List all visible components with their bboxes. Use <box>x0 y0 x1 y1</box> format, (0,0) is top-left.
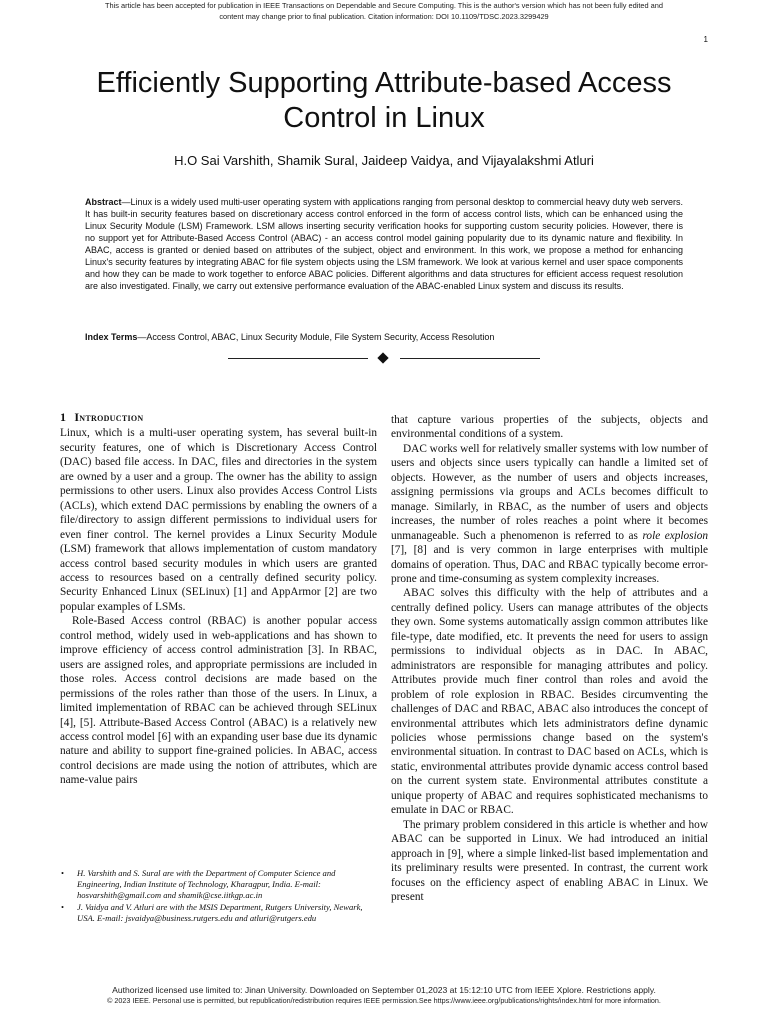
abstract-text: —Linux is a widely used multi-user operating system with applications ranging from personal desktop to commercial heavy duty web servers. It has built-in security features based on discretionary access control enforced in the form of access control lists, which can be enhanced using the Linux Security Module (LSM) Framework. LSM allows inserting security verification hooks for supporting custom security policies. However, there is no support yet for Attribute-Based Access Control (ABAC) - an access control model gaining popularity due to its dynamic nature and flexibility. In ABAC, access is granted or denied based on attributes of the subject, object and environment. In this work, we propose a method for enhancing Linux's security features by integrating ABAC for file system objects using the LSM framework. We look at various kernel and user space components and how they can be made to work together to enforce ABAC policies. Different algorithms and data structures for efficient access request resolution are also investigated. Finally, we carry out extensive performance evaluation of the ABAC-enabled Linux system and discuss its results. <box>85 197 683 291</box>
section-heading <box>60 410 377 424</box>
footnote-2-text: J. Vaidya and V. Atluri are with the MSIS Department, Rutgers University, Newark, USA. E-mail: jsvaidya@business.rutgers.edu and atluri@rutgers.edu <box>77 902 363 923</box>
author-list: H.O Sai Varshith, Shamik Sural, Jaideep Vaidya, and Vijayalakshmi Atluri <box>174 153 594 168</box>
left-column <box>60 410 377 788</box>
intro-paragraph-6: The primary problem considered in this article is whether and how ABAC can be supported in Linux. We had introduced an initial approach in [9], where a simple linked-list based implementation and its preliminary results were presented. In contrast, the current work focuses on the efficiency aspect of enabling ABAC in Linux. We present <box>391 818 708 903</box>
footnote-1-text: H. Varshith and S. Sural are with the Department of Computer Science and Engineering, Indian Institute of Technology, Kharagpur, India. E-mail: hosvarshith@gmail.com and shamik@cse.iitkgp.ac.in <box>77 868 336 900</box>
section-number: 1 <box>60 410 67 424</box>
intro-paragraph-3: that capture various properties of the subjects, objects and environmental conditions of a system. <box>391 414 708 441</box>
p4-emphasis: role explosion <box>642 529 709 542</box>
publication-notice <box>60 0 708 22</box>
section-divider <box>228 352 540 366</box>
page-number: 1 <box>703 35 708 44</box>
index-terms-text: —Access Control, ABAC, Linux Security Module, File System Security, Access Resolution <box>137 332 495 342</box>
p4-text-b: [7], [8] and is very common in large enterprises with multiple domains of operation. Thus, DAC and RBAC typically become error-prone and time-consuming as system complexity increases. <box>391 544 708 585</box>
footnote-2 <box>60 902 377 924</box>
paper-title: Efficiently Supporting Attribute-based Access Control in Linux <box>96 67 672 134</box>
abstract-label: Abstract <box>85 197 122 207</box>
bullet-icon: • <box>61 902 65 912</box>
right-column <box>391 413 708 904</box>
p4-text-a: DAC works well for relatively smaller systems with low number of users and objects since users typically can handle a limited set of objects. However, as the number of users and objects increases, assigning permissions via groups and ACLs becomes difficult to manage. Similarly, in RBAC, as the number of users and objects increases, the number of roles reaches a point where it becomes unmanageable. Such a phenomenon is referred to as <box>391 442 708 542</box>
index-terms <box>85 331 683 343</box>
intro-paragraph-4 <box>391 442 708 587</box>
license-line: Authorized licensed use limited to: Jinan University. Downloaded on September 01,2023 at 15:12:10 UTC from IEEE Xplore. Restrictions apply. <box>112 985 656 995</box>
bullet-icon: • <box>61 868 65 878</box>
section-title: Introduction <box>74 410 144 424</box>
footnote-1 <box>60 868 377 901</box>
abstract <box>85 196 683 292</box>
intro-paragraph-5: ABAC solves this difficulty with the help of attributes and a centrally defined policy. Users can manage attributes of the objects they own. Some systems automatically assign common attributes like file-type, date modified, etc. It prevents the need for users to assign permissions to individual objects as in DAC. In ABAC, administrators are responsible for managing attributes and policy. Attributes provide much finer control than roles and avoid the problem of role explosion in RBAC. Besides circumventing the challenges of DAC and RBAC, ABAC also introduces the concept of environmental attributes which lets administrators define dynamic policies whose permissions change based on the system's environmental situation. In contrast to DAC based on ACLs, which is static, environmental attributes provide dynamic access control based on the current system state. Environmental attributes constitute a unique property of ABAC and requires sophisticated mechanisms to emulate in DAC or RBAC. <box>391 587 708 817</box>
divider-line-left <box>228 358 368 359</box>
author-footnotes <box>60 868 377 925</box>
divider-line-right <box>400 358 540 359</box>
intro-paragraph-1: Linux, which is a multi-user operating system, has several built-in security features, one of which is Discretionary Access Control (DAC) based file access. In DAC, files and directories in the system are owned by a user and a group. The owner has the ability to assign permissions to other users. Linux also provides Access Control Lists (ACLs), which extend DAC permissions by enabling the owners of a file/directory to assign different permissions to individual users for even finer control. The kernel provides a Linux Security Module (LSM) framework that allows implementation of custom mandatory access control based security modules in which users are granted access to resources based on a centrally defined security policy. Security Enhanced Linux (SELinux) [1] and AppArmor [2] are two popular examples of LSMs. <box>60 427 377 613</box>
copyright-line: © 2023 IEEE. Personal use is permitted, but republication/redistribution requires IEEE permission.See https://www.ieee.org/publications/rights/index.html for more information. <box>107 996 661 1005</box>
index-terms-label: Index Terms <box>85 332 138 342</box>
intro-paragraph-2: Role-Based Access control (RBAC) is another popular access control method, widely used in web-applications and has shown to improve efficiency of access control administration [3]. In RBAC, users are assigned roles, and appropriate permissions are included in those roles. Access control decisions are made based on the permissions of the roles rather than those of the users. In Linux, a limited implementation of RBAC can be achieved through SELinux [4], [5]. Attribute-Based Access Control (ABAC) is a relatively new access control model [6] with an expanding user base due its dynamic nature and ability to support fine-grained policies. In ABAC, access control decisions are made using the notion of attributes, which are name-value pairs <box>60 615 377 787</box>
notice-line-2: content may change prior to final publication. Citation information: DOI 10.1109/TDSC.2023.3299429 <box>219 12 549 21</box>
diamond-icon <box>377 352 388 363</box>
license-footer <box>60 985 708 1006</box>
notice-line-1: This article has been accepted for publication in IEEE Transactions on Dependable and Secure Computing. This is the author's version which has not been fully edited and <box>105 1 663 10</box>
